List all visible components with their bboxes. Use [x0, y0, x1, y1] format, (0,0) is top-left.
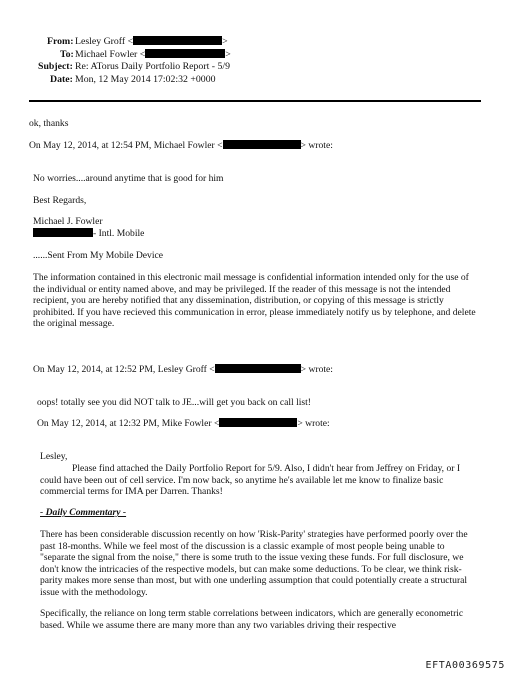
subject-value: Re: ATorus Daily Portfolio Report - 5/9	[75, 61, 230, 72]
from-value	[75, 36, 228, 48]
section-heading: - Daily Commentary -	[40, 507, 127, 518]
message-line: No worries....around anytime that is good for him	[33, 173, 224, 184]
header-divider	[29, 100, 481, 102]
reply-text: ok, thanks	[29, 118, 69, 129]
email-header	[0, 36, 512, 86]
message-paragraph	[40, 463, 476, 498]
disclaimer-paragraph: The information contained in this electronic mail message is confidential information intended only for the use of the individual or entity named above, and may be privileged. If the reader of this message is not the intended recipient, you are hereby notified that any dissemination, distribution, or copying of this message is strictly prohibited. If you have recieved this communication in error, please immediately notify us by telephone, and delete the original message.	[33, 272, 476, 330]
from-text: Lesley Groff <	[75, 36, 134, 47]
quote-intro-text: On May 12, 2014, at 12:54 PM, Michael Fowler <	[29, 140, 223, 151]
bates-number: EFTA00369575	[425, 660, 505, 672]
from-label: From:	[47, 36, 74, 47]
quote-intro-text: On May 12, 2014, at 12:32 PM, Mike Fowler <	[37, 418, 220, 429]
quote-intro-text: On May 12, 2014, at 12:52 PM, Lesley Groff <	[33, 364, 215, 375]
to-value	[75, 49, 231, 61]
redaction-box	[33, 228, 93, 237]
signature-title	[33, 228, 144, 240]
greeting-line: Lesley,	[40, 451, 68, 462]
sent-from-line: ......Sent From My Mobile Device	[33, 250, 164, 261]
subject-row	[0, 61, 512, 74]
signature-name: Michael J. Fowler	[33, 216, 103, 227]
to-row	[0, 49, 512, 62]
close-bracket: >	[222, 36, 228, 47]
date-label: Date:	[50, 73, 73, 85]
from-row	[0, 36, 512, 49]
quote-intro-3	[37, 418, 330, 430]
wrote-text: > wrote:	[300, 364, 333, 375]
quote-intro-2	[33, 364, 333, 376]
to-text: Michael Fowler <	[75, 48, 146, 60]
quote-intro-1	[29, 140, 333, 152]
redaction-box	[145, 49, 225, 58]
message-line: oops! totally see you did NOT talk to JE...will get you back on call list!	[37, 397, 312, 408]
wrote-text: > wrote:	[297, 418, 330, 429]
signature-title-text: - Intl. Mobile	[93, 228, 145, 239]
subject-label: Subject:	[38, 61, 73, 72]
redaction-box	[133, 36, 222, 45]
wrote-text: > wrote:	[300, 140, 333, 151]
date-value: Mon, 12 May 2014 17:02:32 +0000	[75, 73, 216, 85]
message-paragraph-text: Please find attached the Daily Portfolio Report for 5/9. Also, I didn't hear from Jeffrey on Friday, or I could have been out of cell service. I'm now back, so anytime he's available let me know to finalize basic commercial terms for IMA per Darren. Thanks!	[40, 463, 461, 498]
redaction-box	[215, 364, 301, 373]
date-row	[0, 74, 512, 87]
commentary-paragraph: Specifically, the reliance on long term stable correlations between indicators, which are generally econometric based. While we assume there are many more than any two variables driving their respective	[40, 608, 464, 631]
redaction-box	[219, 418, 297, 427]
commentary-paragraph: There has been considerable discussion recently on how 'Risk-Parity' strategies have performed poorly over the past 18-months. While we feel most of the discussion is a classic example of most people being unable to "separate the signal from the noise," there is some truth to the issue vexing these funds. For full disclosure, we don't know the intricacies of the respective models, but can make some deductions. To be clear, we think risk-parity makes more sense than most, but with one underling assumption that could potentially create a structural issue with the methodology.	[40, 529, 468, 598]
close-bracket: >	[225, 48, 231, 60]
regards-line: Best Regards,	[33, 195, 87, 206]
redaction-box	[223, 140, 301, 149]
to-label: To:	[60, 48, 74, 60]
